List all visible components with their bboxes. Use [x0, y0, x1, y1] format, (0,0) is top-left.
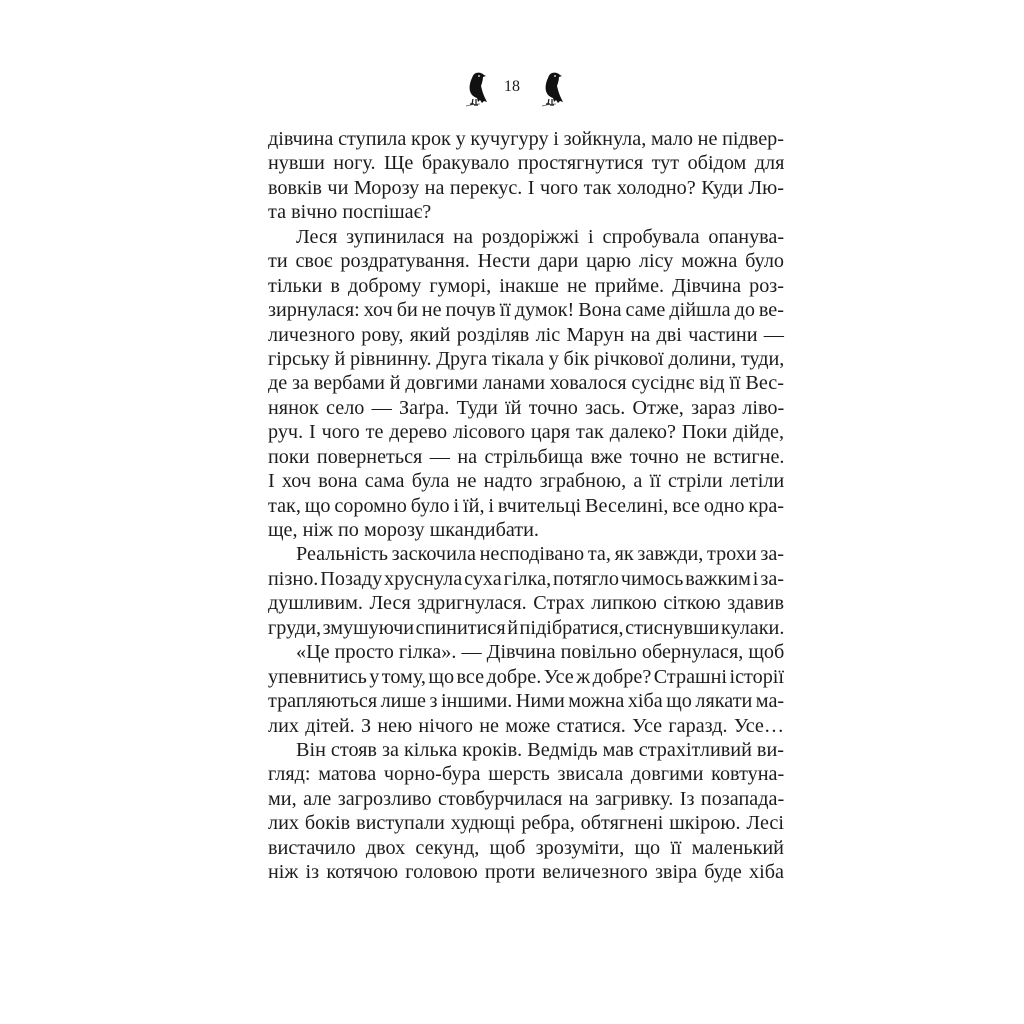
text-line: гляд: матова чорно-бура шерсть звисала довгими ковтуна- [268, 763, 785, 786]
text-line: де за вербами й довгими ланами ховалося сусіднє від її Вес- [268, 372, 784, 395]
text-line: дівчина ступила крок у кучугуру і зойкнула, мало не підвер- [268, 128, 784, 150]
text-line: Реальність заскочила несподівано та, як завжди, трохи за- [296, 543, 784, 566]
text-line: Леся зупинилася на роздоріжжі і спробувала опанува- [296, 225, 785, 248]
text-line: вовків чи Морозу на перекус. І чого так холодно? Куди Лю- [268, 176, 784, 199]
paragraph [268, 640, 784, 738]
text-line: упевнитись у тому, що все добре. Усе ж добре? Страшні історії [268, 665, 784, 688]
paragraph [268, 225, 784, 543]
text-line: руч. І чого те дерево лісового царя так далеко? Поки дійде, [268, 421, 784, 444]
text-line: «Це просто гілка». — Дівчина повільно обернулася, щоб [296, 641, 785, 664]
text-line: груди, змушуючи спинитися й підібратися, стиснувши кулаки. [268, 616, 785, 639]
text-line: Він стояв за кілька кроків. Ведмідь мав страхітливий ви- [296, 738, 784, 761]
paragraph [268, 127, 784, 225]
text-line: лих дітей. З нею нічого не може статися. Усе гаразд. Усе… [268, 714, 785, 737]
text-line: так, що соромно було і їй, і вчительці Веселині, все одно кра- [268, 494, 784, 517]
raven-icon [460, 69, 488, 109]
body-text [268, 127, 784, 885]
text-line: трапляються лише з іншими. Ними можна хіба що лякати ма- [268, 690, 785, 713]
text-line: пізно. Позаду хруснула суха гілка, потягло чимось важким і за- [268, 567, 785, 590]
page-header [0, 68, 1024, 110]
text-line: гірську й рівнинну. Друга тікала у бік річкової долини, туди, [268, 347, 785, 370]
text-line: личезного рову, який розділяв ліс Марун на дві частини — [268, 323, 784, 346]
text-line: та вічно поспішає? [268, 201, 432, 224]
text-line: зирнулася: хоч би не почув її думок! Вона саме дійшла до ве- [268, 299, 784, 322]
paragraph [268, 738, 784, 885]
text-line: ти своє роздратування. Нести дари царю лісу можна було [268, 250, 784, 273]
raven-icon [536, 69, 564, 109]
text-line: тільки в доброму гуморі, інакше не прийме. Дівчина роз- [268, 274, 784, 297]
text-line: ще, ніж по морозу шкандибати. [268, 519, 539, 541]
text-line: лих боків виступали худющі ребра, обтягнені шкірою. Лесі [268, 812, 784, 835]
text-line: поки повернеться — на стрільбища вже точно не встигне. [268, 445, 785, 468]
text-line: І хоч вона сама була не надто зграбною, а її стріли летіли [268, 470, 785, 493]
text-line: нувши ногу. Ще бракувало простягнутися тут обідом для [268, 152, 785, 175]
paragraph [268, 542, 784, 640]
text-line: ніж із котячою головою проти величезного звіра буде хіба [268, 861, 784, 884]
text-line: нянок село — Заґра. Туди їй точно зась. Отже, зараз ліво- [268, 396, 785, 419]
page-number: 18 [504, 78, 520, 95]
text-line: вистачило двох секунд, щоб зрозуміти, що її маленький [268, 836, 784, 859]
text-line: душливим. Леся здригнулася. Страх липкою сіткою здавив [268, 592, 784, 615]
text-line: ми, але загрозливо стовбурчилася на загривку. Із позапада- [268, 787, 785, 810]
